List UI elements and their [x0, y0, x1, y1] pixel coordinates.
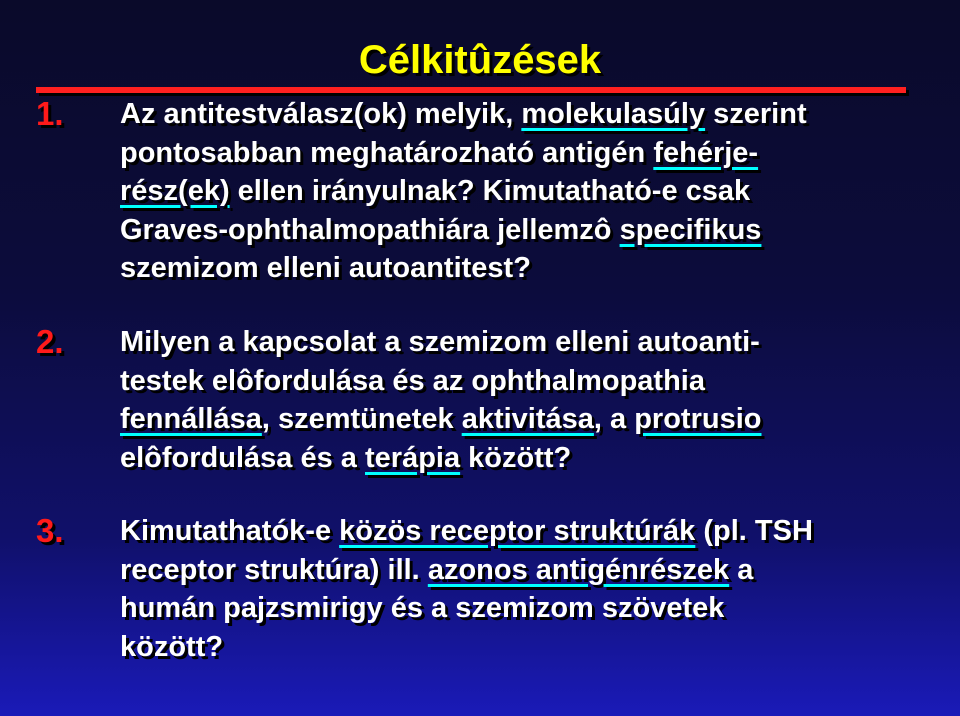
text-segment: Graves-ophthalmopathiára jellemzô	[120, 213, 620, 246]
text-line	[120, 400, 950, 439]
text-line	[120, 134, 950, 173]
underlined-term: fehérje-	[653, 136, 759, 169]
text-line	[120, 323, 950, 362]
item-number: 1.	[36, 95, 64, 132]
text-line	[120, 628, 950, 667]
text-line	[120, 172, 950, 211]
underlined-term: rész(ek)	[120, 175, 230, 207]
text-segment: testek elôfordulása és az ophthalmopathia	[120, 364, 705, 397]
text-segment: szerint	[705, 98, 807, 130]
title-divider	[36, 87, 906, 93]
underlined-term: specifikus	[619, 213, 762, 246]
item-number: 3.	[36, 512, 64, 549]
text-line	[120, 551, 950, 590]
text-line	[120, 95, 950, 134]
text-segment: (pl. TSH	[695, 515, 813, 547]
underlined-term: fennállása	[120, 403, 262, 435]
item-text	[120, 512, 950, 666]
text-line	[120, 439, 950, 478]
text-line	[120, 589, 950, 628]
underlined-term: molekulasúly	[521, 98, 706, 130]
underlined-term: azonos antigénrészek	[427, 553, 730, 586]
text-line	[120, 211, 950, 250]
text-segment: pontosabban meghatározható antigén	[120, 136, 654, 169]
text-segment: között?	[460, 441, 572, 474]
underlined-term: aktivitása	[461, 403, 594, 435]
text-segment: a	[729, 553, 754, 586]
text-line	[120, 362, 950, 401]
slide-title: Célkitûzések	[358, 38, 602, 82]
item-text	[120, 95, 950, 288]
underlined-term: terápia	[365, 441, 461, 474]
text-line	[120, 512, 950, 551]
text-segment: elôfordulása és a	[120, 441, 365, 474]
underlined-term: protrusio	[634, 403, 762, 435]
text-segment: , szemtünetek	[261, 403, 462, 435]
text-segment: , a	[593, 403, 635, 435]
item-number: 2.	[36, 323, 64, 360]
text-segment: humán pajzsmirigy és a szemizom szövetek	[120, 592, 725, 624]
text-segment: szemizom elleni autoantitest?	[120, 252, 531, 284]
text-segment: receptor struktúra) ill.	[120, 553, 428, 586]
text-segment: között?	[120, 630, 224, 663]
text-segment: Milyen a kapcsolat a szemizom elleni autoanti-	[120, 326, 760, 358]
text-segment: Az antitestválasz(ok) melyik,	[120, 98, 522, 130]
text-segment: ellen irányulnak? Kimutatható-e csak	[229, 175, 751, 207]
text-segment: Kimutathatók-e	[120, 515, 340, 547]
item-text	[120, 323, 950, 477]
underlined-term: közös receptor struktúrák	[339, 515, 696, 547]
text-line	[120, 249, 950, 288]
